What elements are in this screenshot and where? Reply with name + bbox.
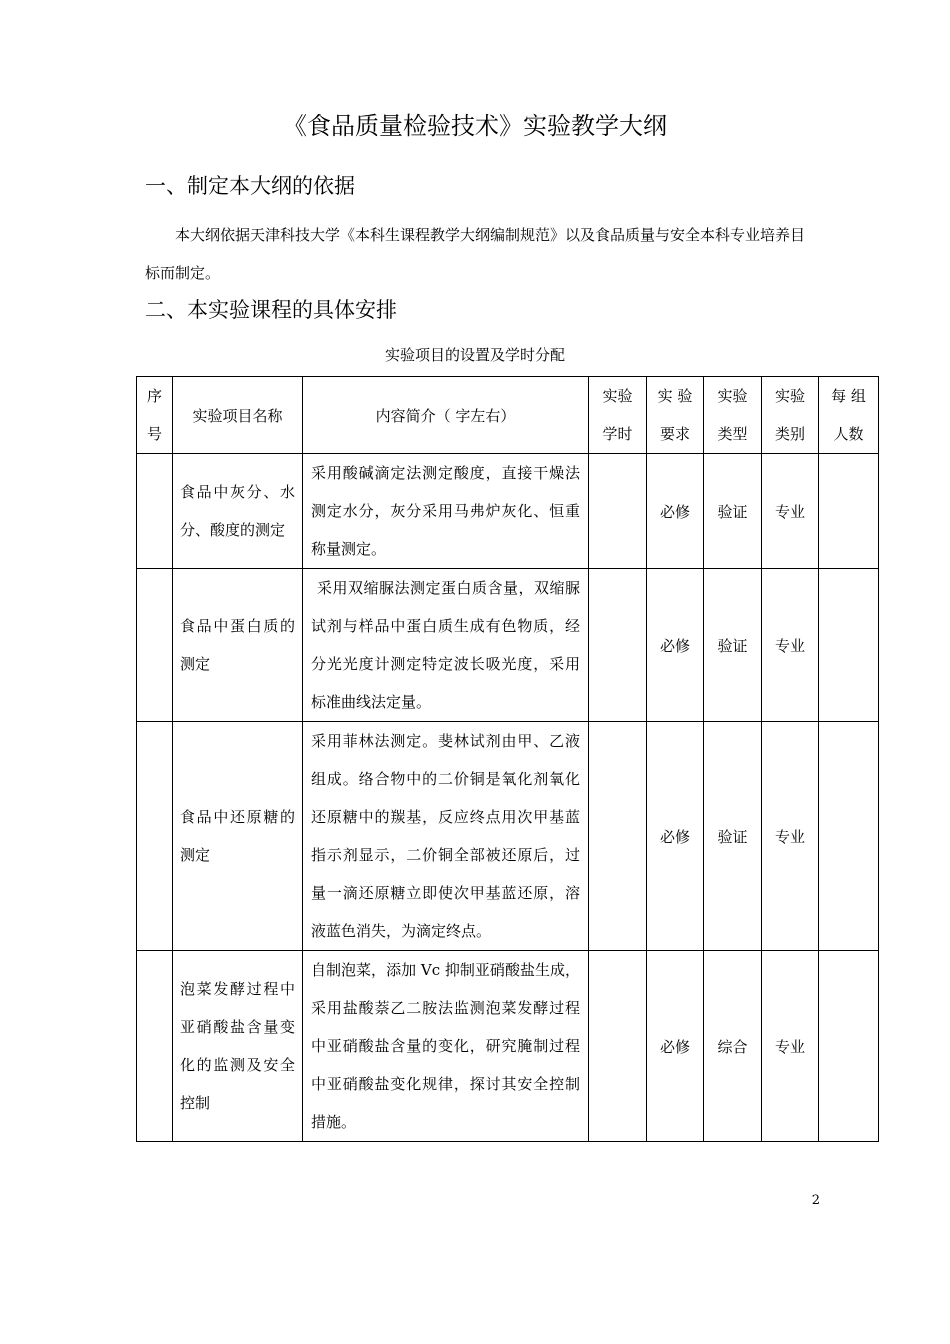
table-row [137,722,879,951]
table-row [137,951,879,1142]
row-content: 采用双缩脲法测定蛋白质含量，双缩脲试剂与样品中蛋白质生成有色物质，经分光光度计测定特定波长吸光度，采用标准曲线法定量。 [303,569,589,722]
row-category: 专业 [762,722,819,951]
row-requirement: 必修 [647,569,704,722]
header-category: 实验类别 [762,377,819,454]
row-hours [589,951,647,1142]
row-category: 专业 [762,569,819,722]
row-group-size [819,722,879,951]
row-group-size [819,951,879,1142]
row-type: 验证 [704,722,762,951]
row-category: 专业 [762,454,819,569]
row-seq [137,454,173,569]
header-seq: 序号 [137,377,173,454]
row-name: 泡菜发酵过程中亚硝酸盐含量变化的监测及安全控制 [173,951,303,1142]
row-group-size [819,454,879,569]
section-heading-1: 一、制定本大纲的依据 [145,174,355,198]
header-hours: 实验学时 [589,377,647,454]
row-type: 综合 [704,951,762,1142]
row-content: 采用菲林法测定。斐林试剂由甲、乙液组成。络合物中的二价铜是氧化剂氧化还原糖中的羰基，反应终点用次甲基蓝指示剂显示，二价铜全部被还原后，过量一滴还原糖立即使次甲基蓝还原，溶液蓝色消失，为滴定终点。 [303,722,589,951]
header-type: 实验类型 [704,377,762,454]
row-hours [589,454,647,569]
header-name: 实验项目名称 [173,377,303,454]
row-group-size [819,569,879,722]
row-seq [137,722,173,951]
header-group-size: 每 组人数 [819,377,879,454]
row-seq [137,569,173,722]
row-name: 食品中灰分、水分、酸度的测定 [173,454,303,569]
document-title: 《食品质量检验技术》实验教学大纲 [283,112,667,140]
row-requirement: 必修 [647,951,704,1142]
row-type: 验证 [704,454,762,569]
row-hours [589,722,647,951]
header-content: 内容简介（ 字左右） [303,377,589,454]
experiment-schedule-table [136,376,879,1142]
row-seq [137,951,173,1142]
row-requirement: 必修 [647,454,704,569]
section-1-body: 本大纲依据天津科技大学《本科生课程教学大纲编制规范》以及食品质量与安全本科专业培养目标而制定。 [145,226,806,282]
row-content: 采用酸碱滴定法测定酸度，直接干燥法测定水分，灰分采用马弗炉灰化、恒重称量测定。 [303,454,589,569]
row-requirement: 必修 [647,722,704,951]
row-type: 验证 [704,569,762,722]
table-header-row [137,377,879,454]
table-row [137,569,879,722]
row-name: 食品中还原糖的测定 [173,722,303,951]
page-number: 2 [811,1193,820,1208]
row-name: 食品中蛋白质的测定 [173,569,303,722]
row-category: 专业 [762,951,819,1142]
row-hours [589,569,647,722]
section-heading-2: 二、本实验课程的具体安排 [145,298,397,322]
table-caption: 实验项目的设置及学时分配 [384,346,565,364]
table-row [137,454,879,569]
row-content: 自制泡菜，添加 Vc 抑制亚硝酸盐生成，采用盐酸萘乙二胺法监测泡菜发酵过程中亚硝酸盐含量的变化，研究腌制过程中亚硝酸盐变化规律，探讨其安全控制措施。 [303,951,589,1142]
header-requirement: 实 验要求 [647,377,704,454]
